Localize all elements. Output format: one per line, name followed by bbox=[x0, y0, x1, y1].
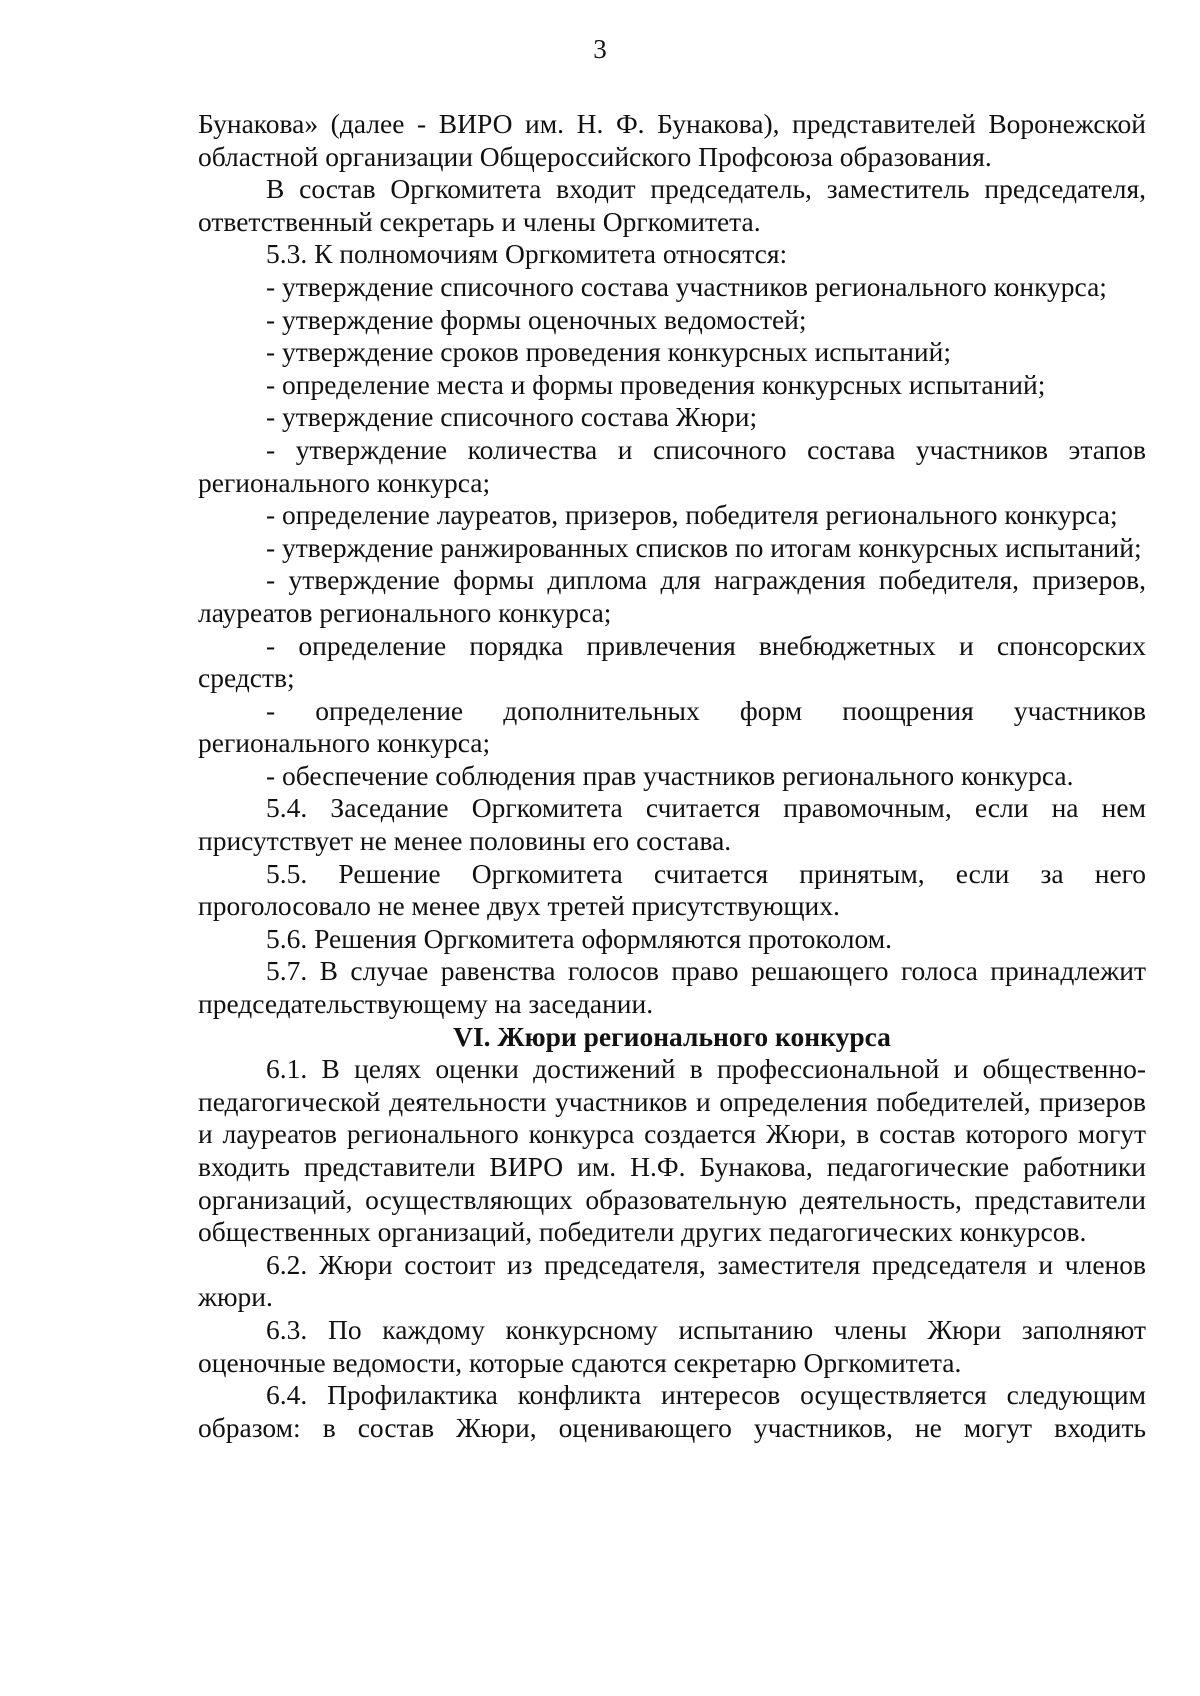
clause-6-3: 6.3. По каждому конкурсному испытанию члены Жюри заполняют оценочные ведомости, которые сдаются секретарю Оргкомитета. bbox=[198, 1313, 1146, 1378]
clause-6-4: 6.4. Профилактика конфликта интересов осуществляется следующим образом: в состав Жюри, оценивающего участников, не могут входить bbox=[198, 1379, 1146, 1443]
list-item: - утверждение формы оценочных ведомостей; bbox=[266, 303, 807, 335]
list-item: - утверждение формы диплома для награждения победителя, призеров, лауреатов регионального конкурса; bbox=[198, 564, 1146, 628]
clause-5-4: 5.4. Заседание Оргкомитета считается правомочным, если на нем присутствует не менее половины его состава. bbox=[198, 792, 1146, 857]
list-item: - утверждение сроков проведения конкурсных испытаний; bbox=[266, 336, 952, 368]
list-item: - утверждение списочного состава участников регионального конкурса; bbox=[266, 270, 1107, 302]
list-item: - определение места и формы проведения конкурсных испытаний; bbox=[266, 368, 1046, 400]
list-item: - утверждение списочного состава Жюри; bbox=[266, 401, 758, 433]
clause-5-6: 5.6. Решения Оргкомитета оформляются протоколом. bbox=[266, 922, 892, 954]
clause-6-1: 6.1. В целях оценки достижений в профессиональной и общественно-педагогической деятельности участников и определения победителей, призеров и лауреатов регионального конкурса создается Жюри, в состав которого могут входить представители ВИРО им. Н.Ф. Бунакова, педагогические работники организаций, осуществляющих образовательную деятельность, представители общественных организаций, победители других педагогических конкурсов. bbox=[198, 1053, 1146, 1248]
page-number: 3 bbox=[593, 34, 607, 64]
clause-6-2: 6.2. Жюри состоит из председателя, заместителя председателя и членов жюри. bbox=[198, 1248, 1146, 1313]
list-item: - утверждение ранжированных списков по итогам конкурсных испытаний; bbox=[266, 531, 1142, 563]
clause-5-5: 5.5. Решение Оргкомитета считается принятым, если за него проголосовало не менее двух третей присутствующих. bbox=[198, 857, 1146, 922]
document-body bbox=[198, 108, 1146, 1444]
paragraph-orgcommittee-composition: В состав Оргкомитета входит председатель, заместитель председателя, ответственный секретарь и члены Оргкомитета. bbox=[198, 173, 1146, 237]
list-item: - обеспечение соблюдения прав участников регионального конкурса. bbox=[266, 759, 1074, 791]
list-item: - утверждение количества и списочного состава участников этапов регионального конкурса; bbox=[198, 433, 1146, 498]
list-item: - определение порядка привлечения внебюджетных и спонсорских средств; bbox=[198, 629, 1146, 694]
clause-5-3: 5.3. К полномочиям Оргкомитета относятся: bbox=[266, 238, 788, 270]
paragraph-continuation: Бунакова» (далее - ВИРО им. Н. Ф. Бунакова), представителей Воронежской областной организации Общероссийского Профсоюза образования. bbox=[198, 108, 1146, 172]
clause-5-7: 5.7. В случае равенства голосов право решающего голоса принадлежит председательствующему на заседании. bbox=[198, 955, 1146, 1020]
section-heading: VI. Жюри регионального конкурса bbox=[453, 1020, 891, 1052]
list-item: - определение лауреатов, призеров, победителя регионального конкурса; bbox=[266, 499, 1118, 531]
list-item: - определение дополнительных форм поощрения участников регионального конкурса; bbox=[198, 694, 1146, 759]
